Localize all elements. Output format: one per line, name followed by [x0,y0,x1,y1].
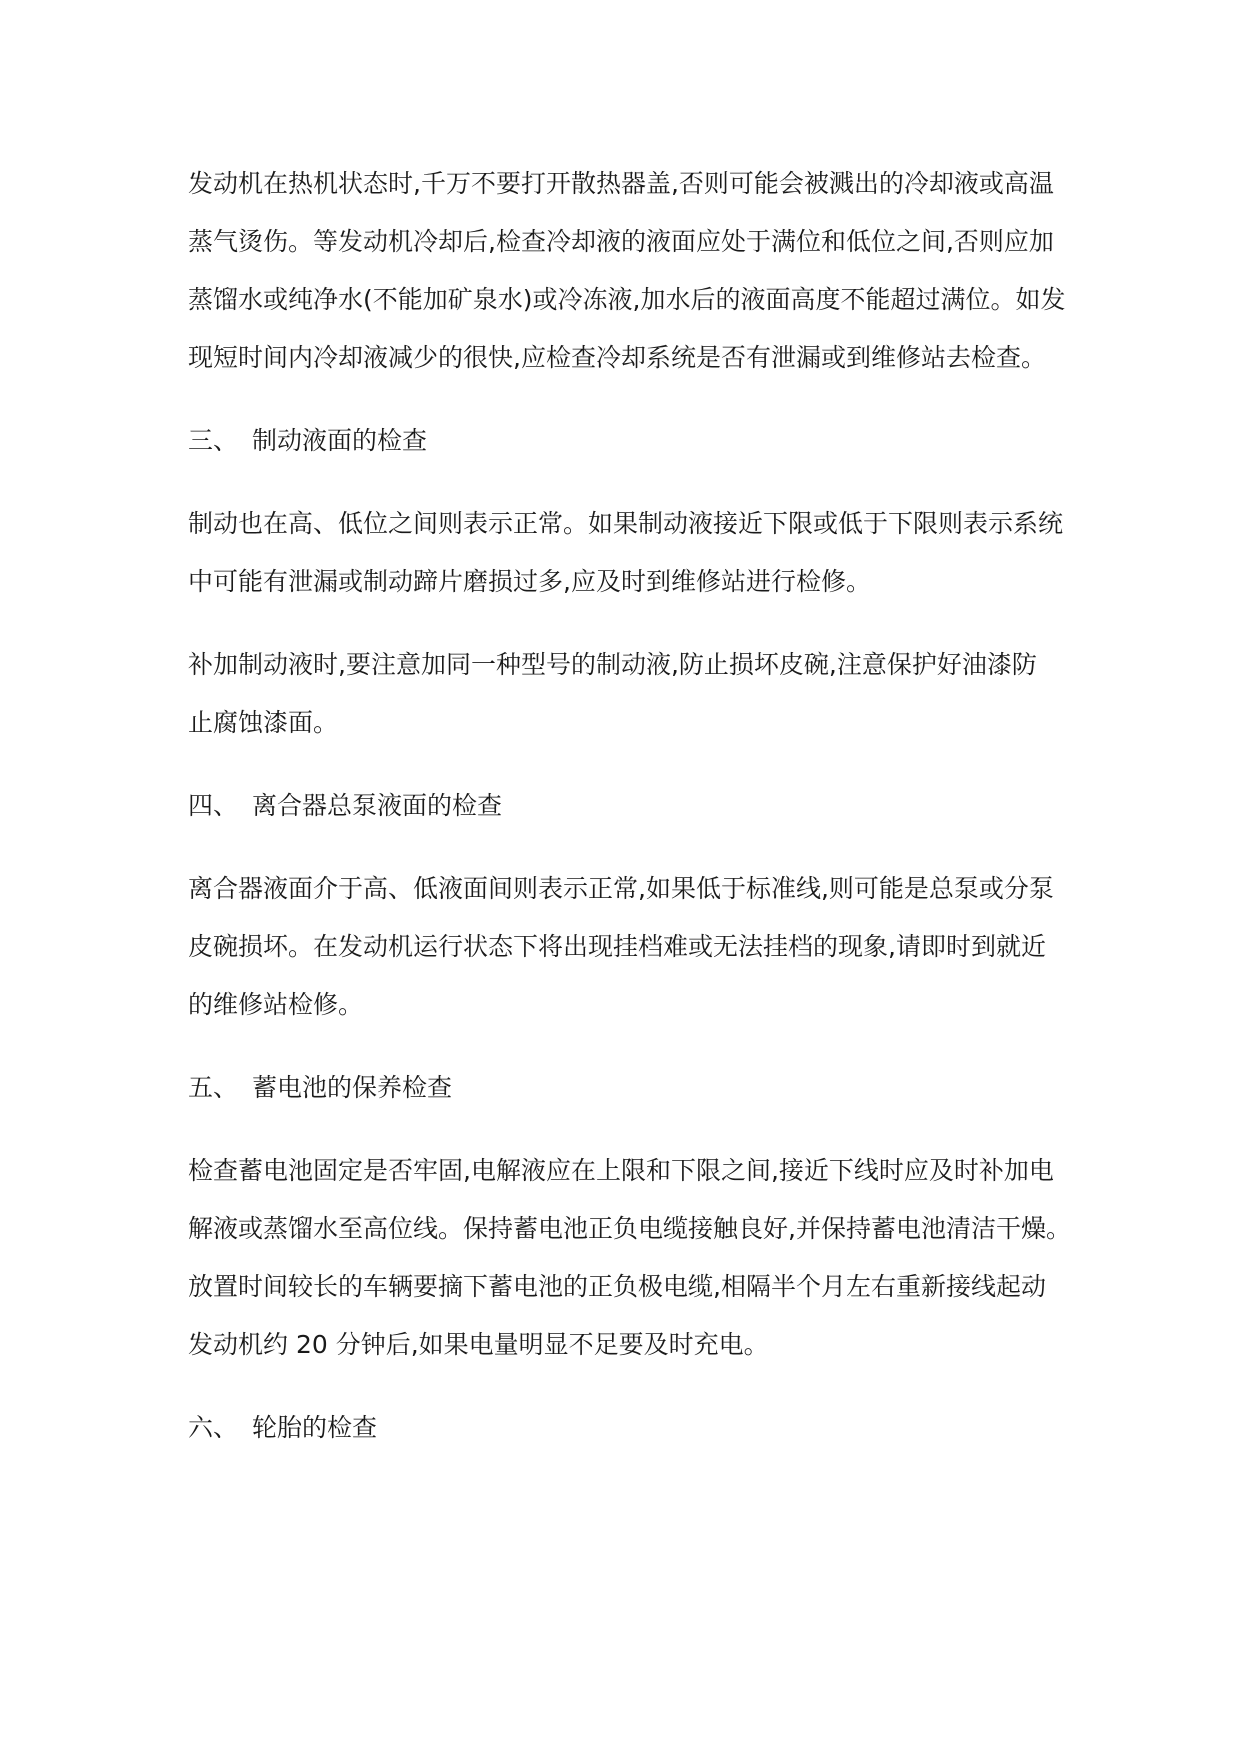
paragraph-line: 解液或蒸馏水至高位线。保持蓄电池正负电缆接触良好,并保持蓄电池清洁干燥。 [188,1214,1071,1243]
paragraph-line: 蒸馏水或纯净水(不能加矿泉水)或冷冻液,加水后的液面高度不能超过满位。如发 [188,285,1066,314]
section-title: 制动液面的检查 [252,426,428,455]
section-title: 离合器总泵液面的检查 [252,791,503,820]
paragraph-line: 止腐蚀漆面。 [188,708,339,737]
section-number: 四、 [188,791,239,820]
section-heading [188,790,502,822]
section-heading [188,425,427,457]
section-number: 五、 [188,1073,239,1102]
paragraph-line: 放置时间较长的车辆要摘下蓄电池的正负极电缆,相隔半个月左右重新接线起动 [188,1272,1046,1301]
section-heading [188,1072,452,1104]
section-number: 六、 [188,1413,239,1442]
paragraph-line: 补加制动液时,要注意加同一种型号的制动液,防止损坏皮碗,注意保护好油漆防 [188,650,1037,679]
section-title: 蓄电池的保养检查 [252,1073,453,1102]
paragraph-line: 中可能有泄漏或制动蹄片磨损过多,应及时到维修站进行检修。 [188,567,871,596]
paragraph-line: 制动也在高、低位之间则表示正常。如果制动液接近下限或低于下限则表示系统 [188,509,1064,538]
paragraph-line: 发动机约 20 分钟后,如果电量明显不足要及时充电。 [188,1330,769,1359]
section-number: 三、 [188,426,239,455]
paragraph-line: 皮碗损坏。在发动机运行状态下将出现挂档难或无法挂档的现象,请即时到就近 [188,932,1046,961]
paragraph-line: 蒸气烫伤。等发动机冷却后,检查冷却液的液面应处于满位和低位之间,否则应加 [188,227,1054,256]
paragraph-line: 检查蓄电池固定是否牢固,电解液应在上限和下限之间,接近下线时应及时补加电 [188,1156,1054,1185]
paragraph-line: 发动机在热机状态时,千万不要打开散热器盖,否则可能会被溅出的冷却液或高温 [188,169,1054,198]
paragraph-line: 现短时间内冷却液减少的很快,应检查冷却系统是否有泄漏或到维修站去检查。 [188,343,1046,372]
section-title: 轮胎的检查 [252,1413,378,1442]
section-heading [188,1412,377,1444]
paragraph-line: 离合器液面介于高、低液面间则表示正常,如果低于标准线,则可能是总泵或分泵 [188,874,1054,903]
paragraph-line: 的维修站检修。 [188,990,364,1019]
